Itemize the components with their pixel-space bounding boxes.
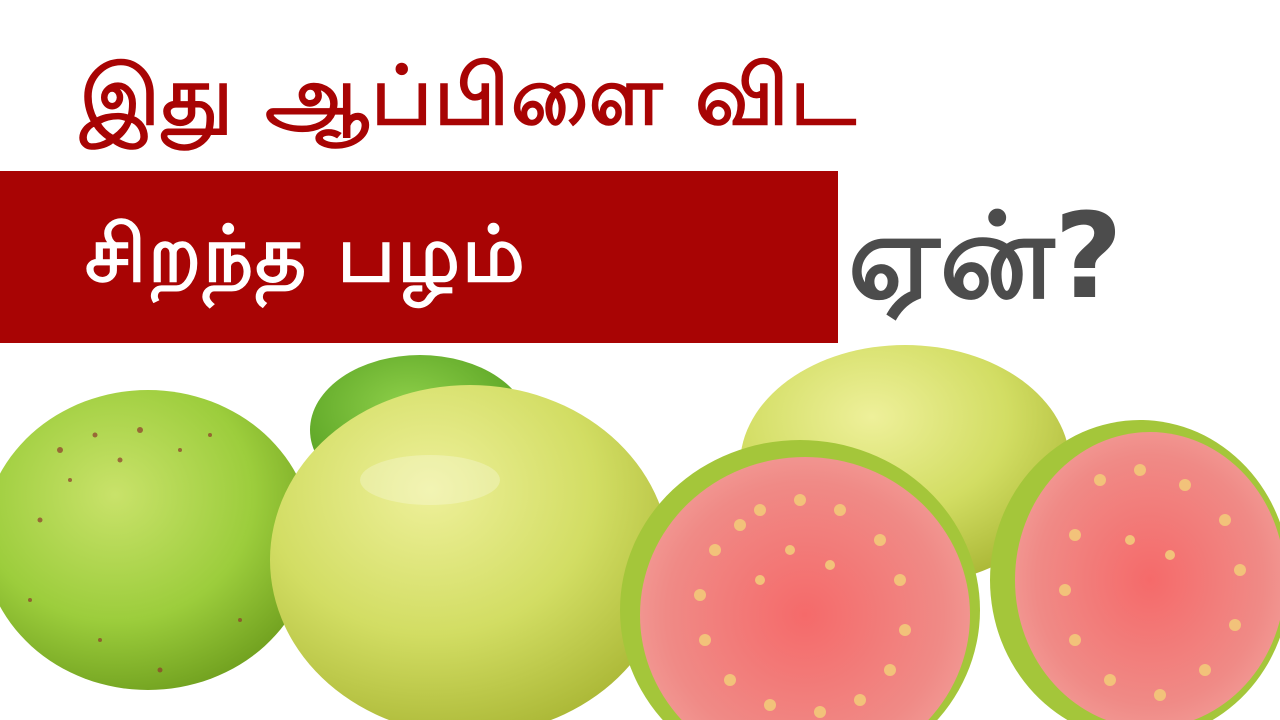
- center-guava: [270, 385, 670, 720]
- left-guava: [0, 390, 313, 690]
- headline-text: இது ஆப்பிளை விட: [80, 49, 858, 144]
- right-half-guava-pulp: [1015, 432, 1280, 720]
- question-text: ஏன்?: [848, 187, 1123, 325]
- red-banner: [0, 171, 838, 343]
- guava-fruits-image: [0, 340, 1280, 720]
- banner-text: சிறந்த பழம்: [85, 210, 527, 300]
